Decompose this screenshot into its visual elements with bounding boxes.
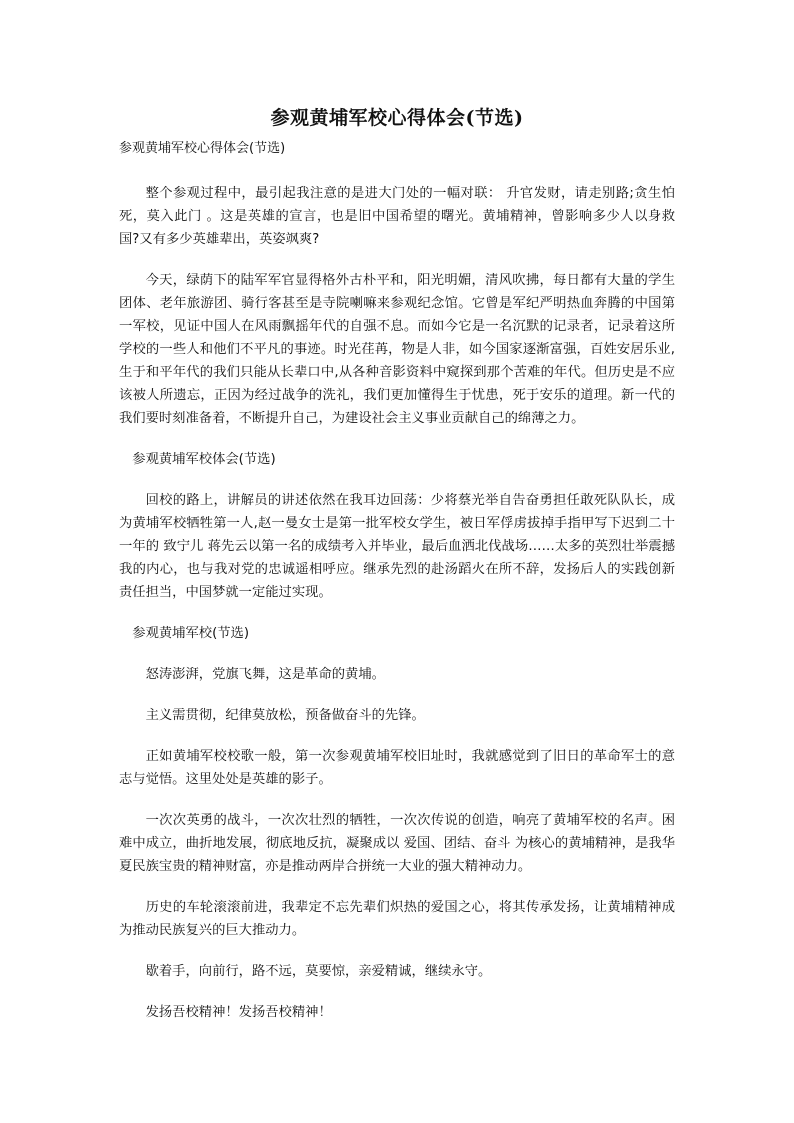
section-heading: 参观黄埔军校(节选) <box>132 626 250 641</box>
paragraph: 歇着手，向前行，路不远，莫要惊，亲爱精诚，继续永守。 <box>145 964 492 979</box>
paragraph: 整个参观过程中，最引起我注意的是进大门处的一幅对联： 升官发财，请走别路;贪生怕死，莫入此门 。这是英雄的宣言，也是旧中国希望的曙光。黄埔精神，曾影响多少人以身救国?又有多少英雄辈出，英姿飒爽? <box>119 186 675 247</box>
paragraph: 怒涛澎湃，党旗飞舞，这是革命的黄埔。 <box>145 667 385 682</box>
paragraph: 正如黄埔军校校歌一般，第一次参观黄埔军校旧址时，我就感觉到了旧日的革命军士的意志与觉悟。这里处处是英雄的影子。 <box>119 749 675 787</box>
paragraph: 一次次英勇的战斗，一次次壮烈的牺牲，一次次传说的创造，响亮了黄埔军校的名声。困难中成立，曲折地发展，彻底地反抗，凝聚成以 爱国、团结、奋斗 为核心的黄埔精神，是我华夏民族宝贵的精神财富，亦是推动两岸合拼统一大业的强大精神动力。 <box>119 813 675 874</box>
paragraph: 历史的车轮滚滚前进，我辈定不忘先辈们炽热的爱国之心，将其传承发扬，让黄埔精神成为推动民族复兴的巨大推动力。 <box>119 900 675 938</box>
document-body <box>119 182 675 1042</box>
paragraph: 今天，绿荫下的陆军军官显得格外古朴平和，阳光明媚，清风吹拂，每日都有大量的学生团体、老年旅游团、骑行客甚至是寺院喇嘛来参观纪念馆。它曾是军纪严明热血奔腾的中国第一军校，见证中国人在风雨飘摇年代的自强不息。而如今它是一名沉默的记录者，记录着这所学校的一些人和他们不平凡的事迹。时光荏苒，物是人非，如今国家逐渐富强，百姓安居乐业,生于和平年代的我们只能从长辈口中,从各种音影资料中窥探到那个苦难的年代。但历史是不应该被人所遗忘，正因为经过战争的洗礼，我们更加懂得生于忧患，死于安乐的道理。新一代的我们要时刻准备着，不断提升自己，为建设社会主义事业贡献自己的绵薄之力。 <box>119 273 675 426</box>
paragraph: 发扬吾校精神！发扬吾校精神！ <box>145 1005 332 1020</box>
document-title: 参观黄埔军校心得体会(节选) <box>270 107 524 129</box>
document-subtitle: 参观黄埔军校心得体会(节选) <box>119 141 286 156</box>
paragraph: 主义需贯彻，纪律莫放松，预备做奋斗的先锋。 <box>145 708 425 723</box>
paragraph: 回校的路上，讲解员的讲述依然在我耳边回荡：少将蔡光举自告奋勇担任敢死队队长，成为黄埔军校牺牲第一人,赵一曼女士是第一批军校女学生，被日军俘虏拔掉手指甲写下迟到二十一年的 致宁儿 蒋先云以第一名的成绩考入并毕业，最后血洒北伐战场……太多的英烈壮举震撼我的内心，也与我对党的忠诚遥相呼应。继承先烈的赴汤蹈火在所不辞，发扬后人的实践创新责任担当，中国梦就一定能过实现。 <box>119 493 675 600</box>
section-heading: 参观黄埔军校体会(节选) <box>132 452 276 467</box>
